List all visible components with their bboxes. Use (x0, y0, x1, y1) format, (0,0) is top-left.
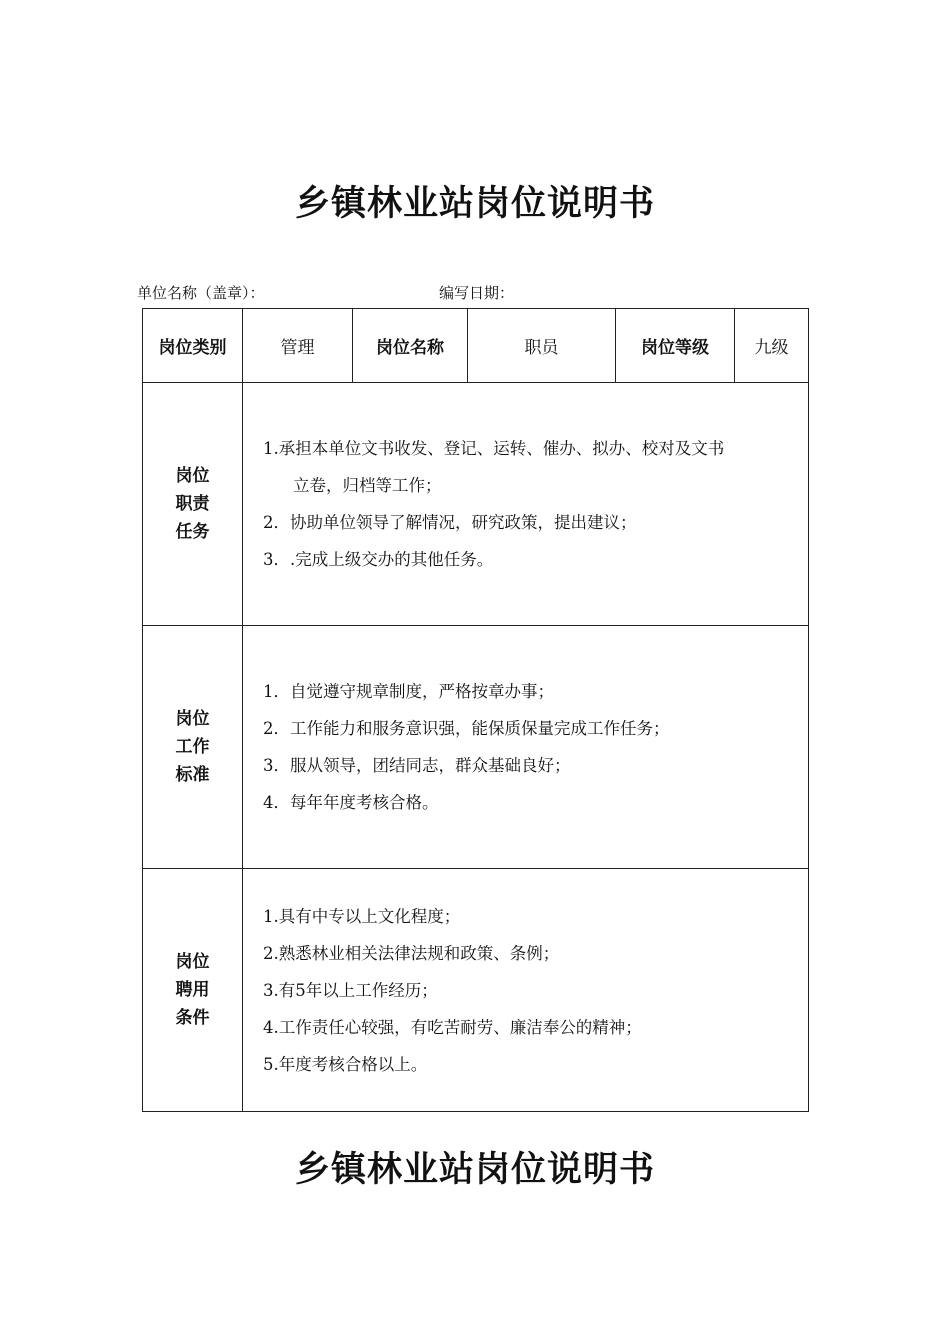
section-label-line: 聘用 (175, 980, 210, 1000)
section-label-line: 工作 (175, 737, 210, 757)
document-title: 乡镇林业站岗位说明书 (294, 183, 655, 224)
section-label (143, 383, 243, 626)
list-item: 5.年度考核合格以上。 (263, 1054, 428, 1074)
section-label-line: 标准 (175, 765, 210, 785)
section-label-line: 岗位 (175, 709, 210, 729)
post-category-label: 岗位类别 (143, 309, 243, 383)
post-name-label: 岗位名称 (353, 309, 468, 383)
list-item: 2．协助单位领导了解情况，研究政策，提出建议； (263, 513, 637, 532)
section-label (143, 869, 243, 1112)
list-item: 4．每年年度考核合格。 (263, 793, 439, 812)
section-content (243, 383, 809, 626)
list-item: 3.有5年以上工作经历； (263, 980, 438, 1000)
section-label-line: 条件 (175, 1008, 210, 1028)
list-item: 2.熟悉林业相关法律法规和政策、条例； (263, 943, 560, 963)
list-item: 1.承担本单位文书收发、登记、运转、催办、拟办、校对及文书 (263, 439, 725, 458)
compile-date-label: 编写日期： (439, 284, 515, 302)
list-item: 4.工作责任心较强，有吃苦耐劳、廉洁奉公的精神； (263, 1017, 642, 1037)
section-content (243, 869, 809, 1112)
list-item: 2．工作能力和服务意识强，能保质保量完成工作任务； (263, 719, 670, 738)
section-standards (143, 626, 809, 869)
document-title-repeat: 乡镇林业站岗位说明书 (294, 1149, 655, 1190)
unit-name-label: 单位名称（盖章）： (137, 284, 265, 302)
section-content (243, 626, 809, 869)
list-item: 1．自觉遵守规章制度，严格按章办事； (263, 682, 554, 701)
post-grade-label: 岗位等级 (616, 309, 735, 383)
list-item: 3．.完成上级交办的其他任务。 (263, 550, 494, 569)
section-requirements (143, 869, 809, 1112)
section-label-line: 岗位 (175, 952, 210, 972)
section-label-line: 岗位 (175, 466, 210, 486)
job-description-table (142, 308, 809, 1112)
section-label-line: 任务 (175, 522, 210, 542)
post-name-value: 职员 (468, 309, 616, 383)
post-category-value: 管理 (243, 309, 353, 383)
post-grade-value: 九级 (735, 309, 809, 383)
list-item-continuation: 立卷，归档等工作； (293, 476, 442, 495)
section-label (143, 626, 243, 869)
list-item: 1.具有中专以上文化程度； (263, 906, 461, 926)
header-row (143, 309, 809, 383)
list-item: 3．服从领导，团结同志，群众基础良好； (263, 756, 571, 775)
section-duties (143, 383, 809, 626)
section-label-line: 职责 (175, 494, 210, 514)
